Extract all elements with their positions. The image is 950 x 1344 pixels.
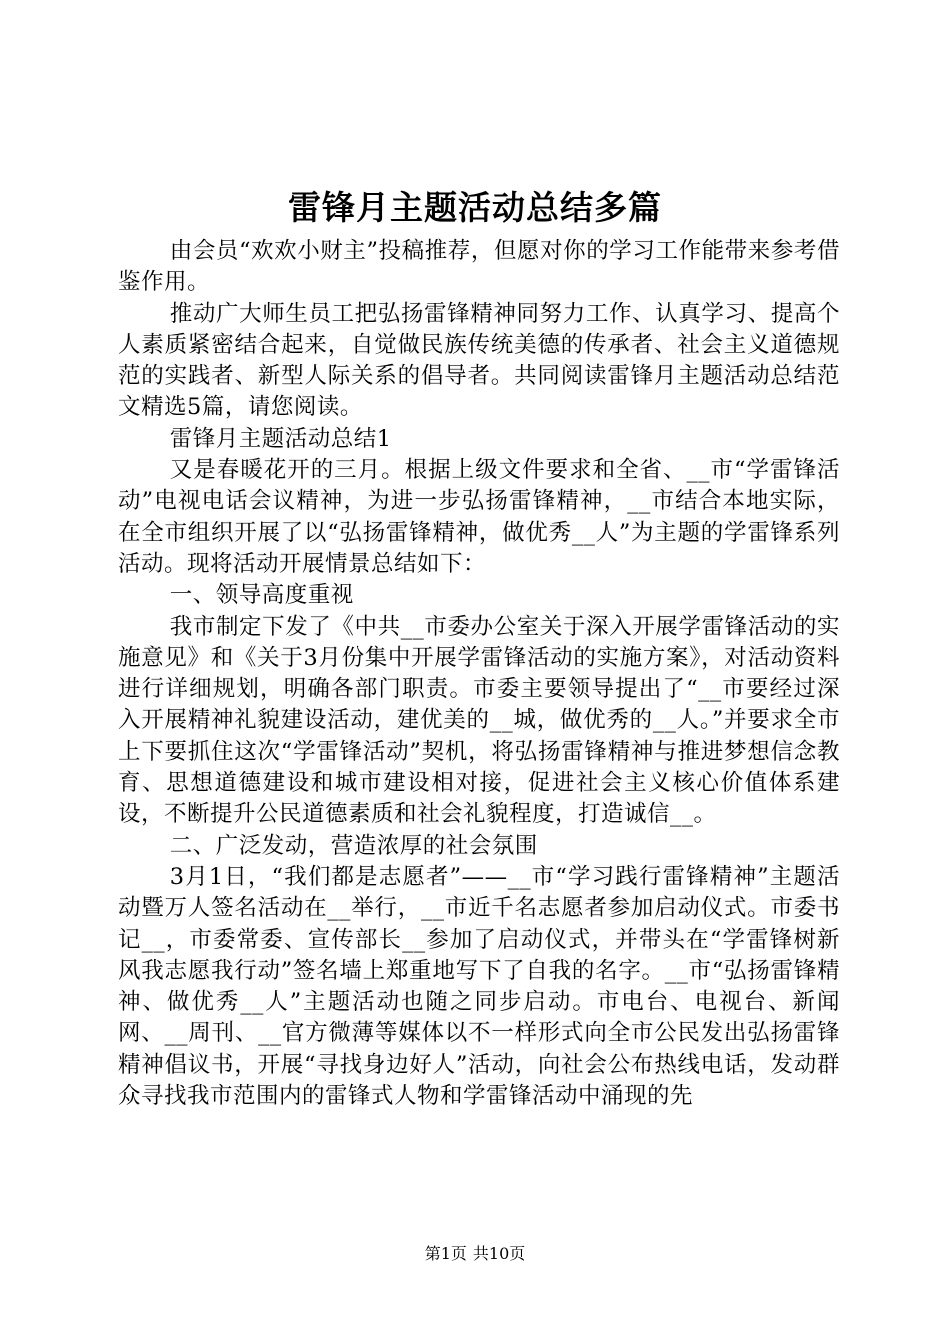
paragraph-leadership: 我市制定下发了《中共__市委办公室关于深入开展学雷锋活动的实施意见》和《关于3月份集中开展学雷锋活动的实施方案》，对活动资料进行详细规划，明确各部门职责。市委主要领导提出了“__市要经过深入开展精神礼貌建设活动，建优美的__城，做优秀的__人。”并要求全市上下要抓住这次“学雷锋活动”契机，将弘扬雷锋精神与推进梦想信念教育、思想道德建设和城市建设相对接，促进社会主义核心价值体系建设，不断提升公民道德素质和社会礼貌程度，打造诚信__。 (118, 613, 840, 828)
section-title-1: 雷锋月主题活动总结1 (169, 425, 392, 452)
page-number: 第1页 (424, 1244, 467, 1263)
section-heading-1: 一、领导高度重视 (169, 582, 354, 609)
section-heading-2: 二、广泛发动，营造浓厚的社会氛围 (169, 832, 538, 859)
paragraph-summary: 推动广大师生员工把弘扬雷锋精神同努力工作、认真学习、提高个人素质紧密结合起来，自觉做民族传统美德的传承者、社会主义道德规范的实践者、新型人际关系的倡导者。共同阅读雷锋月主题活动总结范文精选5篇，请您阅读。 (118, 300, 840, 421)
paragraph-mobilization: 3月1日，“我们都是志愿者”——__市“学习践行雷锋精神”主题活动暨万人签名活动在__举行，__市近千名志愿者参加启动仪式。市委书记__，市委常委、宣传部长__参加了启动仪式，并带头在“学雷锋树新风我志愿我行动”签名墙上郑重地写下了自我的名字。__市“弘扬雷锋精神、做优秀__人”主题活动也随之同步启动。市电台、电视台、新闻网、__周刊、__官方微薄等媒体以不一样形式向全市公民发出弘扬雷锋精神倡议书，开展“寻找身边好人”活动，向社会公布热线电话，发动群众寻找我市范围内的雷锋式人物和学雷锋活动中涌现的先 (118, 863, 840, 1110)
page-footer (0, 1243, 950, 1265)
page-title: 雷锋月主题活动总结多篇 (288, 188, 662, 227)
paragraph-intro: 由会员“欢欢小财主”投稿推荐，但愿对你的学习工作能带来参考借鉴作用。 (118, 238, 840, 296)
document-body (118, 236, 840, 1112)
page-total: 共10页 (472, 1244, 526, 1263)
paragraph-opening: 又是春暖花开的三月。根据上级文件要求和全省、__市“学雷锋活动”电视电话会议精神，为进一步弘扬雷锋精神，__市结合本地实际，在全市组织开展了以“弘扬雷锋精神，做优秀__人”为主题的学雷锋系列活动。现将活动开展情景总结如下： (118, 457, 840, 577)
